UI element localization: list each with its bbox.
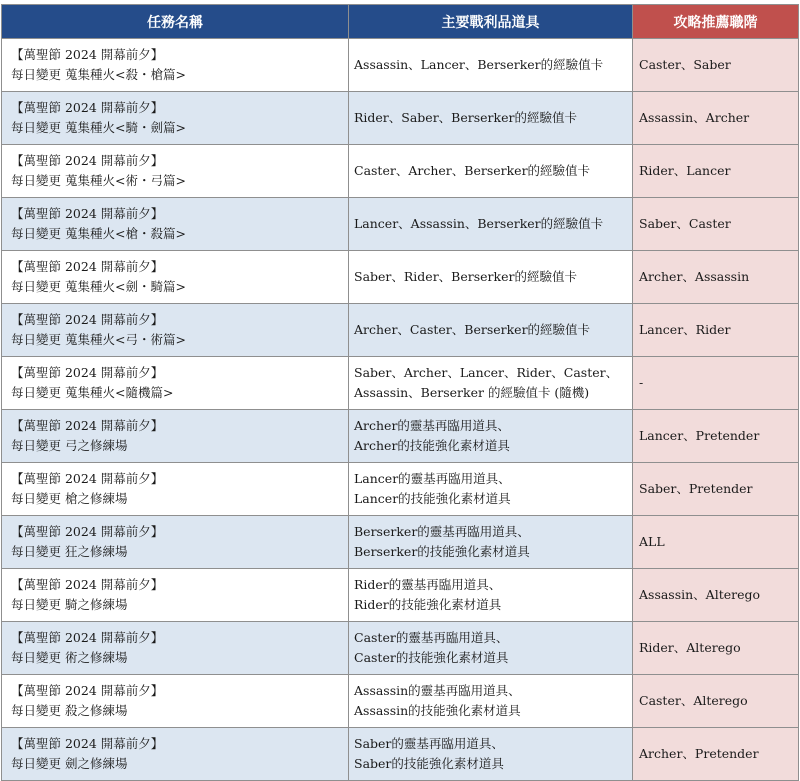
recommended-class-cell [633, 410, 799, 463]
recommended-class-cell [633, 675, 799, 728]
table-row [2, 728, 799, 781]
mission-name-cell [2, 198, 349, 251]
mission-name-cell [2, 145, 349, 198]
recommended-class-cell [633, 92, 799, 145]
quest-table [1, 4, 799, 781]
recommended-class-text: Rider、Alterego [639, 640, 741, 655]
mission-quest-name: 每日變更 殺之修練場 [11, 703, 128, 718]
mission-name-cell [2, 675, 349, 728]
table-row [2, 251, 799, 304]
table-row [2, 145, 799, 198]
recommended-class-cell [633, 569, 799, 622]
mission-event-title: 【萬聖節 2024 開幕前夕】 [11, 100, 164, 115]
mission-name-cell [2, 728, 349, 781]
drops-line: Berserker的技能強化素材道具 [354, 544, 530, 559]
table-row [2, 675, 799, 728]
main-drops-cell [349, 516, 633, 569]
mission-event-title: 【萬聖節 2024 開幕前夕】 [11, 471, 164, 486]
recommended-class-cell [633, 728, 799, 781]
mission-event-title: 【萬聖節 2024 開幕前夕】 [11, 259, 164, 274]
recommended-class-cell [633, 463, 799, 516]
main-drops-cell [349, 728, 633, 781]
recommended-class-cell [633, 516, 799, 569]
recommended-class-text: Saber、Pretender [639, 481, 753, 496]
mission-event-title: 【萬聖節 2024 開幕前夕】 [11, 736, 164, 751]
table-row [2, 357, 799, 410]
main-drops-cell [349, 622, 633, 675]
main-drops-cell [349, 251, 633, 304]
drops-line: Archer的靈基再臨用道具、 [354, 418, 510, 433]
mission-name-cell [2, 357, 349, 410]
mission-event-title: 【萬聖節 2024 開幕前夕】 [11, 524, 164, 539]
drops-line: Archer、Caster、Berserker的經驗值卡 [354, 322, 591, 337]
main-drops-cell [349, 463, 633, 516]
recommended-class-text: - [639, 375, 644, 390]
table-row [2, 463, 799, 516]
table-row [2, 516, 799, 569]
drops-line: Assassin的靈基再臨用道具、 [354, 683, 521, 698]
mission-name-cell [2, 410, 349, 463]
recommended-class-cell [633, 251, 799, 304]
mission-quest-name: 每日變更 劍之修練場 [11, 756, 128, 771]
main-drops-cell [349, 198, 633, 251]
main-drops-cell [349, 145, 633, 198]
mission-quest-name: 每日變更 槍之修練場 [11, 491, 128, 506]
mission-quest-name: 每日變更 蒐集種火<騎・劍篇> [11, 120, 186, 135]
table-row [2, 92, 799, 145]
recommended-class-text: Rider、Lancer [639, 163, 731, 178]
recommended-class-text: Saber、Caster [639, 216, 731, 231]
drops-line: Rider的技能強化素材道具 [354, 597, 502, 612]
recommended-class-cell [633, 622, 799, 675]
mission-quest-name: 每日變更 蒐集種火<槍・殺篇> [11, 226, 186, 241]
recommended-class-text: Archer、Assassin [639, 269, 750, 284]
drops-line: Saber的技能強化素材道具 [354, 756, 504, 771]
recommended-class-text: Caster、Saber [639, 57, 731, 72]
mission-event-title: 【萬聖節 2024 開幕前夕】 [11, 577, 164, 592]
table-row [2, 198, 799, 251]
recommended-class-text: Assassin、Alterego [639, 587, 761, 602]
mission-quest-name: 每日變更 蒐集種火<術・弓篇> [11, 173, 186, 188]
mission-name-cell [2, 516, 349, 569]
mission-event-title: 【萬聖節 2024 開幕前夕】 [11, 153, 164, 168]
mission-quest-name: 每日變更 蒐集種火<劍・騎篇> [11, 279, 186, 294]
recommended-class-text: Assassin、Archer [639, 110, 750, 125]
table-row [2, 304, 799, 357]
header-row [2, 5, 799, 39]
mission-name-cell [2, 92, 349, 145]
recommended-class-text: ALL [639, 534, 665, 549]
recommended-class-text: Lancer、Rider [639, 322, 731, 337]
header-mission-name: 任務名稱 [2, 5, 349, 39]
main-drops-cell [349, 569, 633, 622]
main-drops-cell [349, 675, 633, 728]
main-drops-cell [349, 304, 633, 357]
mission-event-title: 【萬聖節 2024 開幕前夕】 [11, 206, 164, 221]
drops-line: Assassin、Berserker 的經驗值卡 (隨機) [354, 385, 590, 400]
drops-line: Saber、Archer、Lancer、Rider、Caster、 [354, 365, 619, 380]
main-drops-cell [349, 39, 633, 92]
recommended-class-cell [633, 304, 799, 357]
table-row [2, 410, 799, 463]
mission-name-cell [2, 463, 349, 516]
table-row [2, 39, 799, 92]
drops-line: Rider的靈基再臨用道具、 [354, 577, 502, 592]
mission-quest-name: 每日變更 騎之修練場 [11, 597, 128, 612]
drops-line: Caster的靈基再臨用道具、 [354, 630, 509, 645]
drops-line: Lancer的靈基再臨用道具、 [354, 471, 511, 486]
recommended-class-text: Archer、Pretender [639, 746, 759, 761]
mission-name-cell [2, 39, 349, 92]
drops-line: Assassin的技能強化素材道具 [354, 703, 521, 718]
drops-line: Caster的技能強化素材道具 [354, 650, 509, 665]
mission-name-cell [2, 251, 349, 304]
recommended-class-text: Lancer、Pretender [639, 428, 760, 443]
mission-event-title: 【萬聖節 2024 開幕前夕】 [11, 418, 164, 433]
mission-quest-name: 每日變更 狂之修練場 [11, 544, 128, 559]
table-row [2, 622, 799, 675]
mission-event-title: 【萬聖節 2024 開幕前夕】 [11, 630, 164, 645]
table-body [2, 39, 799, 781]
drops-line: Saber的靈基再臨用道具、 [354, 736, 504, 751]
recommended-class-text: Caster、Alterego [639, 693, 748, 708]
mission-quest-name: 每日變更 術之修練場 [11, 650, 128, 665]
drops-line: Lancer的技能強化素材道具 [354, 491, 511, 506]
recommended-class-cell [633, 198, 799, 251]
drops-line: Lancer、Assassin、Berserker的經驗值卡 [354, 216, 604, 231]
mission-event-title: 【萬聖節 2024 開幕前夕】 [11, 47, 164, 62]
main-drops-cell [349, 410, 633, 463]
drops-line: Rider、Saber、Berserker的經驗值卡 [354, 110, 577, 125]
table-row [2, 569, 799, 622]
drops-line: Berserker的靈基再臨用道具、 [354, 524, 530, 539]
header-recommended-class: 攻略推薦職階 [633, 5, 799, 39]
header-main-drops: 主要戰利品道具 [349, 5, 633, 39]
mission-event-title: 【萬聖節 2024 開幕前夕】 [11, 365, 164, 380]
mission-event-title: 【萬聖節 2024 開幕前夕】 [11, 683, 164, 698]
mission-name-cell [2, 304, 349, 357]
mission-quest-name: 每日變更 蒐集種火<弓・術篇> [11, 332, 186, 347]
mission-quest-name: 每日變更 蒐集種火<隨機篇> [11, 385, 174, 400]
drops-line: Caster、Archer、Berserker的經驗值卡 [354, 163, 591, 178]
drops-line: Assassin、Lancer、Berserker的經驗值卡 [354, 57, 604, 72]
recommended-class-cell [633, 39, 799, 92]
mission-event-title: 【萬聖節 2024 開幕前夕】 [11, 312, 164, 327]
mission-name-cell [2, 569, 349, 622]
main-drops-cell [349, 92, 633, 145]
mission-name-cell [2, 622, 349, 675]
mission-quest-name: 每日變更 弓之修練場 [11, 438, 128, 453]
main-drops-cell [349, 357, 633, 410]
recommended-class-cell [633, 145, 799, 198]
recommended-class-cell [633, 357, 799, 410]
mission-quest-name: 每日變更 蒐集種火<殺・槍篇> [11, 67, 186, 82]
drops-line: Archer的技能強化素材道具 [354, 438, 510, 453]
drops-line: Saber、Rider、Berserker的經驗值卡 [354, 269, 577, 284]
